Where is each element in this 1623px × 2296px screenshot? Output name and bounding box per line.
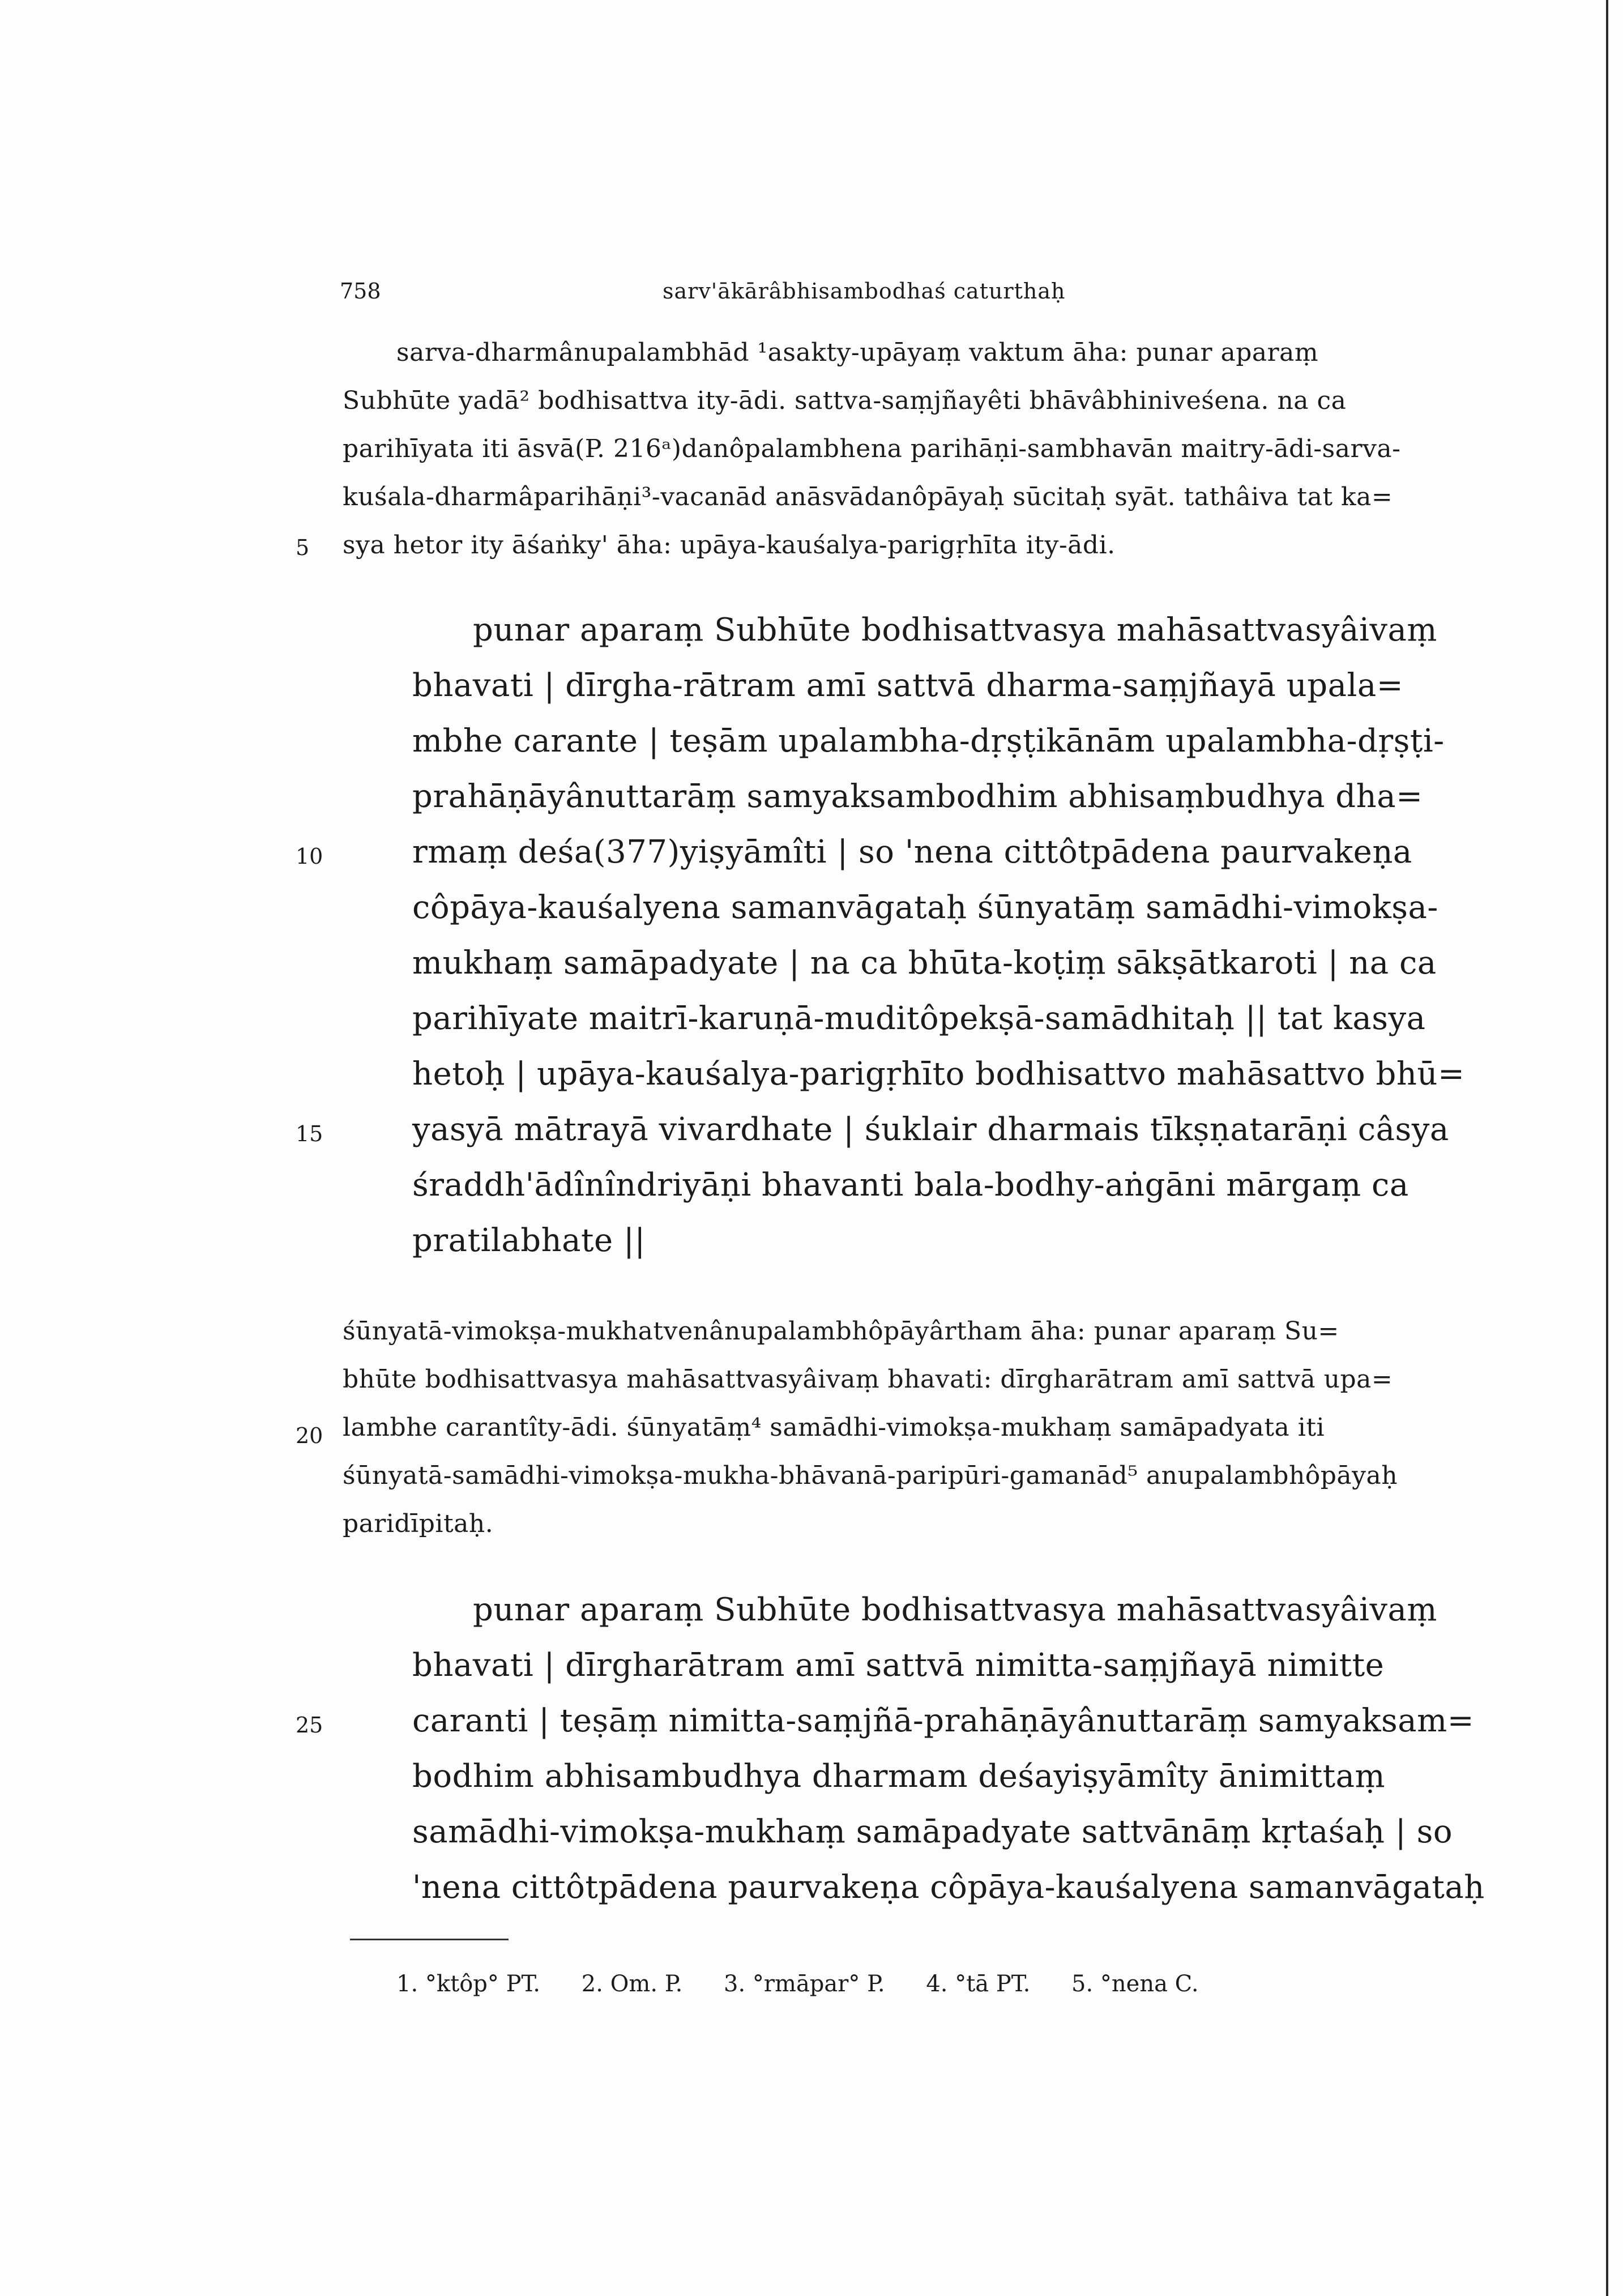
main-text-line: mbhe carante | teṣām upalambha-dṛṣṭikānām upalambha-dṛṣṭi-	[412, 723, 1445, 759]
line-number: 20	[296, 1423, 323, 1448]
line-number: 5	[296, 535, 310, 560]
main-text-line: rmaṃ deśa(377)yiṣyāmîti | so 'nena cittôtpādena paurvakeṇa	[412, 834, 1412, 870]
page-header	[0, 279, 1623, 313]
main-text-line: 'nena cittôtpādena paurvakeṇa côpāya-kauśalyena samanvāgataḥ	[412, 1869, 1485, 1906]
main-text-line: samādhi-vimokṣa-mukhaṃ samāpadyate sattvānāṃ kṛtaśaḥ | so	[412, 1813, 1453, 1850]
footnote: 4. °tā PT.	[926, 1971, 1031, 1997]
main-text-line: śraddh'ādînîndriyāṇi bhavanti bala-bodhy-aṅgāni mārgaṃ ca	[412, 1167, 1409, 1204]
main-text-line: bodhim abhisambudhya dharmam deśayiṣyāmîty ānimittaṃ	[412, 1758, 1386, 1795]
scan-edge-line	[1606, 0, 1608, 2296]
commentary-line: parihīyata iti āsvā(P. 216ᵃ)danôpalambhena parihāṇi-sambhavān maitry-ādi-sarva-	[343, 434, 1401, 463]
line-number: 15	[296, 1121, 323, 1146]
commentary-line: kuśala-dharmâparihāṇi³-vacanād anāsvādanôpāyaḥ sūcitaḥ syāt. tathâiva tat ka=	[343, 483, 1393, 511]
commentary-line: Subhūte yadā² bodhisattva ity-ādi. sattva-saṃjñayêti bhāvâbhiniveśena. na ca	[343, 386, 1347, 415]
line-number: 25	[296, 1713, 323, 1738]
main-text-line: caranti | teṣāṃ nimitta-saṃjñā-prahāṇāyânuttarāṃ samyaksam=	[412, 1702, 1475, 1739]
main-text-line: prahāṇāyânuttarāṃ samyaksambodhim abhisaṃbudhya dha=	[412, 778, 1423, 815]
page-number: 758	[340, 279, 381, 304]
main-text-line: punar aparaṃ Subhūte bodhisattvasya mahāsattvasyâivaṃ	[473, 1591, 1437, 1628]
line-number: 10	[296, 844, 323, 869]
commentary-line: sya hetor ity āśaṅky' āha: upāya-kauśalya-parigṛhīta ity-ādi.	[343, 531, 1116, 560]
main-text-line: pratilabhate ||	[412, 1222, 646, 1259]
commentary-line: lambhe carantîty-ādi. śūnyatāṃ⁴ samādhi-vimokṣa-mukhaṃ samāpadyata iti	[343, 1413, 1325, 1442]
footnote: 5. °nena C.	[1071, 1971, 1199, 1997]
footnote: 1. °ktôp° PT.	[396, 1971, 541, 1997]
commentary-line: śūnyatā-vimokṣa-mukhatvenânupalambhôpāyârtham āha: punar aparaṃ Su=	[343, 1317, 1339, 1346]
footnote-rule	[350, 1939, 509, 1940]
commentary-line: bhūte bodhisattvasya mahāsattvasyâivaṃ bhavati: dīrgharātram amī sattvā upa=	[343, 1365, 1393, 1394]
main-text-line: bhavati | dīrgha-rātram amī sattvā dharma-saṃjñayā upala=	[412, 667, 1404, 704]
main-text-line: côpāya-kauśalyena samanvāgataḥ śūnyatāṃ samādhi-vimokṣa-	[412, 889, 1438, 926]
footnotes	[396, 1971, 1233, 1997]
commentary-line: sarva-dharmânupalambhād ¹asakty-upāyaṃ vaktum āha: punar aparaṃ	[396, 338, 1319, 367]
commentary-line: śūnyatā-samādhi-vimokṣa-mukha-bhāvanā-paripūri-gamanād⁵ anupalambhôpāyaḥ	[343, 1461, 1398, 1490]
running-title: sarv'ākārâbhisambodhaś caturthaḥ	[663, 279, 1066, 304]
main-text-line: bhavati | dīrgharātram amī sattvā nimitta-saṃjñayā nimitte	[412, 1647, 1385, 1684]
commentary-line: paridīpitaḥ.	[343, 1509, 494, 1538]
main-text-line: parihīyate maitrī-karuṇā-muditôpekṣā-samādhitaḥ || tat kasya	[412, 1000, 1426, 1037]
main-text-line: yasyā mātrayā vivardhate | śuklair dharmais tīkṣṇatarāṇi câsya	[412, 1111, 1449, 1148]
footnote: 3. °rmāpar° P.	[724, 1971, 885, 1997]
main-text-line: punar aparaṃ Subhūte bodhisattvasya mahāsattvasyâivaṃ	[473, 612, 1437, 648]
main-text-line: mukhaṃ samāpadyate | na ca bhūta-koṭiṃ sākṣātkaroti | na ca	[412, 945, 1437, 981]
footnote: 2. Om. P.	[581, 1971, 683, 1997]
main-text-line: hetoḥ | upāya-kauśalya-parigṛhīto bodhisattvo mahāsattvo bhū=	[412, 1056, 1465, 1092]
